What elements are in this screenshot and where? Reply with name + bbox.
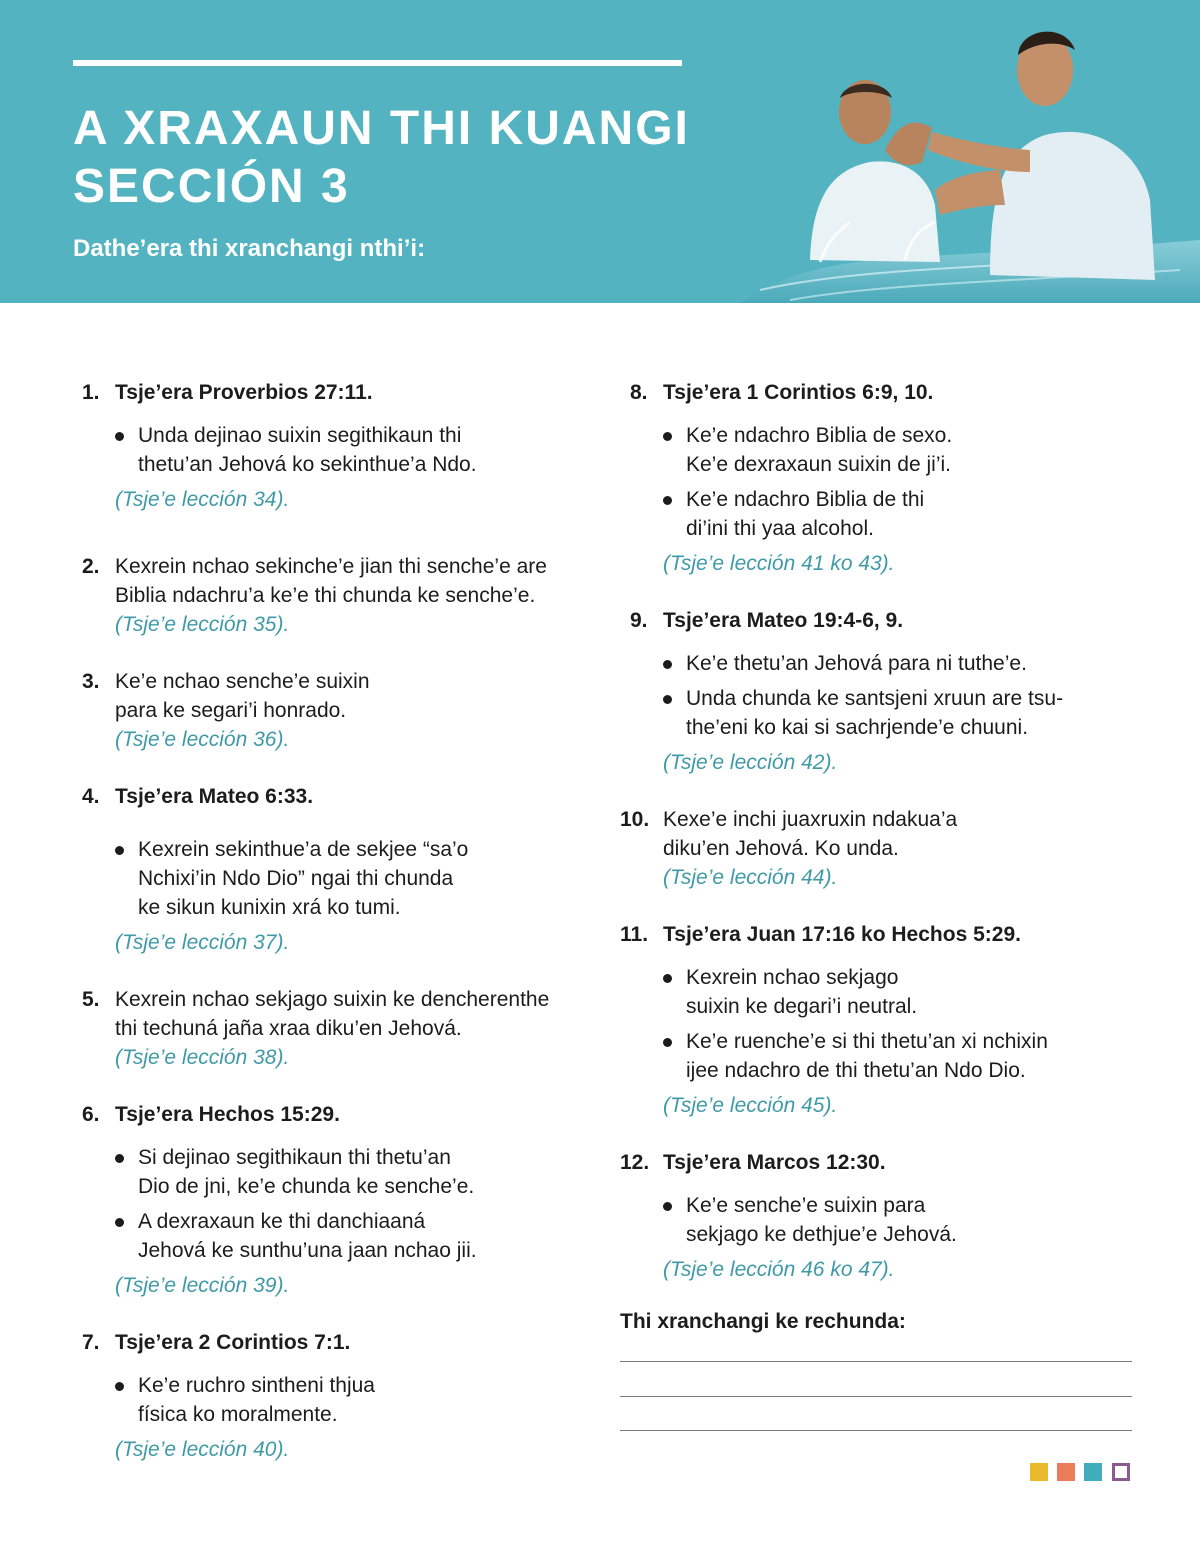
- page-title: [73, 100, 690, 216]
- item-text: Ke’e nchao senche’e suixin para ke segari’i honrado.: [115, 670, 370, 722]
- bullet-dot-icon: [115, 432, 124, 441]
- bullet-list: [663, 649, 1150, 742]
- item-number: 12.: [620, 1151, 650, 1174]
- item-title: Tsje’era Mateo 19:4-6, 9.: [663, 609, 904, 632]
- bullet-list: [115, 421, 602, 479]
- bullet-text: Unda dejinao suixin segithikaun thi thetu’an Jehová ko sekinthue’a Ndo.: [138, 424, 477, 476]
- lesson-reference: (Tsje’e lección 41 ko 43).: [663, 552, 895, 575]
- item-number: 10.: [620, 808, 650, 831]
- list-item: [82, 782, 602, 957]
- list-item: [630, 378, 1150, 578]
- bullet-item: [115, 835, 602, 922]
- bullet-list: [115, 835, 602, 922]
- bullet-list: [663, 1191, 1150, 1249]
- header-banner: [0, 0, 1200, 303]
- bullet-item: [663, 684, 1150, 742]
- lesson-reference: (Tsje’e lección 37).: [115, 931, 290, 954]
- bullet-item: [115, 1371, 602, 1429]
- item-number: 11.: [620, 923, 649, 946]
- bullet-dot-icon: [663, 695, 672, 704]
- right-column: [620, 378, 1150, 1284]
- bullet-text: Kexrein sekinthue’a de sekjee “sa’o Nchixi’in Ndo Dio” ngai thi chunda ke sikun kunixin xrá ko tumi.: [138, 838, 469, 919]
- lesson-reference: (Tsje’e lección 44).: [663, 866, 838, 889]
- bullet-dot-icon: [663, 1202, 672, 1211]
- item-number: 7.: [82, 1331, 100, 1354]
- bullet-item: [115, 1207, 602, 1265]
- bullet-list: [115, 1371, 602, 1429]
- bullet-dot-icon: [115, 1382, 124, 1391]
- yellow-square-icon: [1030, 1463, 1048, 1481]
- bullet-item: [115, 1143, 602, 1201]
- bullet-text: A dexraxaun ke thi danchiaaná Jehová ke sunthu’una jaan nchao jii.: [138, 1210, 477, 1262]
- item-text: Kexe’e inchi juaxruxin ndakua’a diku’en Jehová. Ko unda.: [663, 808, 958, 860]
- bullet-item: [663, 649, 1150, 678]
- bullet-text: Ke’e ndachro Biblia de thi di’ini thi yaa alcohol.: [686, 488, 925, 540]
- lesson-reference: (Tsje’e lección 45).: [663, 1094, 838, 1117]
- page-subtitle: Dathe’era thi xranchangi nthi’i:: [73, 235, 426, 262]
- baptism-illustration: [700, 0, 1200, 303]
- orange-square-icon: [1057, 1463, 1075, 1481]
- bullet-text: Ke’e ndachro Biblia de sexo. Ke’e dexraxaun suixin de ji’i.: [686, 424, 953, 476]
- bullet-text: Ke’e thetu’an Jehová para ni tuthe’e.: [686, 652, 1027, 675]
- item-number: 3.: [82, 670, 100, 693]
- bullet-text: Ke’e ruenche’e si thi thetu’an xi nchixin ijee ndachro de thi thetu’an Ndo Dio.: [686, 1030, 1048, 1082]
- item-number: 8.: [630, 381, 648, 404]
- list-item: [82, 1100, 602, 1300]
- lesson-reference: (Tsje’e lección 42).: [663, 751, 838, 774]
- bullet-text: Unda chunda ke santsjeni xruun are tsu- the’eni ko kai si sachrjende’e chuuni.: [686, 687, 1064, 739]
- page-title-line: SECCIÓN 3: [73, 160, 350, 213]
- list-item: [82, 985, 602, 1072]
- item-number: 4.: [82, 785, 100, 808]
- bullet-item: [663, 421, 1150, 479]
- bullet-text: Ke’e ruchro sintheni thjua física ko moralmente.: [138, 1374, 375, 1426]
- bullet-dot-icon: [663, 432, 672, 441]
- left-column: [82, 378, 602, 1464]
- item-title: Tsje’era Marcos 12:30.: [663, 1151, 886, 1174]
- item-number: 5.: [82, 988, 100, 1011]
- bullet-dot-icon: [663, 496, 672, 505]
- bullet-dot-icon: [115, 1154, 124, 1163]
- item-title: Tsje’era 2 Corintios 7:1.: [115, 1331, 351, 1354]
- notes-line[interactable]: [620, 1361, 1132, 1362]
- item-title: Tsje’era Proverbios 27:11.: [115, 381, 373, 404]
- lesson-reference: (Tsje’e lección 36).: [115, 728, 290, 751]
- bullet-text: Ke’e senche’e suixin para sekjago ke dethjue’e Jehová.: [686, 1194, 957, 1246]
- lesson-reference: (Tsje’e lección 46 ko 47).: [663, 1258, 895, 1281]
- lesson-reference: (Tsje’e lección 34).: [115, 488, 290, 511]
- bullet-text: Kexrein nchao sekjago suixin ke degari’i neutral.: [686, 966, 918, 1018]
- list-item: [620, 805, 1150, 892]
- item-title: Tsje’era 1 Corintios 6:9, 10.: [663, 381, 934, 404]
- list-item: [620, 1148, 1150, 1284]
- bullet-dot-icon: [115, 1218, 124, 1227]
- lesson-reference: (Tsje’e lección 39).: [115, 1274, 290, 1297]
- bullet-list: [115, 1143, 602, 1265]
- outline-square-icon: [1112, 1463, 1130, 1481]
- bullet-item: [663, 1191, 1150, 1249]
- item-text: Kexrein nchao sekjago suixin ke dencherenthe thi techuná jaña xraa diku’en Jehová.: [115, 988, 550, 1040]
- item-number: 1.: [82, 381, 100, 404]
- bullet-dot-icon: [663, 1038, 672, 1047]
- item-title: Tsje’era Hechos 15:29.: [115, 1103, 340, 1126]
- lesson-reference: (Tsje’e lección 38).: [115, 1046, 290, 1069]
- bullet-item: [663, 1027, 1150, 1085]
- page-title-line: A XRAXAUN THI KUANGI: [73, 102, 690, 155]
- list-item: [82, 378, 602, 514]
- list-item: [82, 1328, 602, 1464]
- item-title: Tsje’era Mateo 6:33.: [115, 785, 314, 808]
- item-number: 9.: [630, 609, 648, 632]
- bullet-dot-icon: [663, 974, 672, 983]
- list-item: [620, 920, 1150, 1120]
- list-item: [630, 606, 1150, 777]
- bullet-item: [115, 421, 602, 479]
- item-title: Tsje’era Juan 17:16 ko Hechos 5:29.: [663, 923, 1021, 946]
- bullet-text: Si dejinao segithikaun thi thetu’an Dio de jni, ke’e chunda ke senche’e.: [138, 1146, 475, 1198]
- notes-line[interactable]: [620, 1396, 1132, 1397]
- bullet-dot-icon: [115, 846, 124, 855]
- bullet-dot-icon: [663, 660, 672, 669]
- lesson-reference: (Tsje’e lección 35).: [115, 613, 290, 636]
- notes-label: Thi xranchangi ke rechunda:: [620, 1310, 906, 1333]
- notes-line[interactable]: [620, 1430, 1132, 1431]
- bullet-item: [663, 963, 1150, 1021]
- teal-square-icon: [1084, 1463, 1102, 1481]
- item-text: Kexrein nchao sekinche’e jian thi senche’e are Biblia ndachru’a ke’e thi chunda ke senche’e.: [115, 555, 547, 607]
- bullet-list: [663, 421, 1150, 543]
- bullet-item: [663, 485, 1150, 543]
- list-item: [82, 552, 602, 639]
- item-number: 2.: [82, 555, 100, 578]
- bullet-list: [663, 963, 1150, 1085]
- item-number: 6.: [82, 1103, 100, 1126]
- header-rule: [73, 60, 682, 66]
- list-item: [82, 667, 602, 754]
- lesson-reference: (Tsje’e lección 40).: [115, 1438, 290, 1461]
